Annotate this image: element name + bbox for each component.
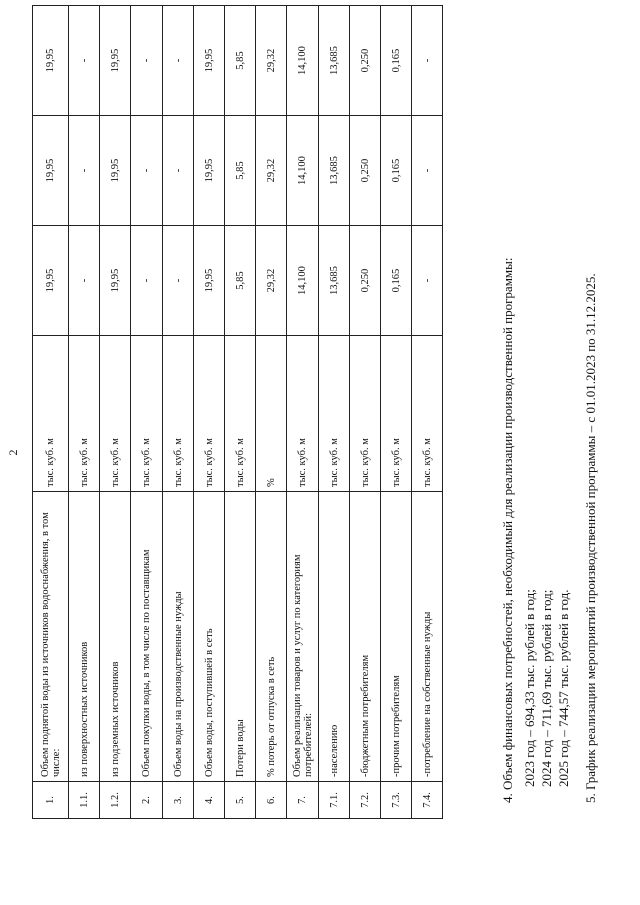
value-2025: 0,250 xyxy=(350,6,381,116)
value-2025: - xyxy=(163,6,194,116)
row-number: 5. xyxy=(225,782,256,819)
value-2023: 0,250 xyxy=(350,226,381,336)
row-name: Потери воды xyxy=(225,492,256,782)
row-number: 7. xyxy=(287,782,319,819)
value-2025: - xyxy=(131,6,163,116)
row-unit: тыс. куб. м xyxy=(194,336,225,492)
row-number: 3. xyxy=(163,782,194,819)
row-unit: тыс. куб. м xyxy=(319,336,350,492)
row-number: 7.4. xyxy=(412,782,443,819)
table-body xyxy=(33,6,443,819)
value-2023: 19,95 xyxy=(33,226,69,336)
row-name: -прочим потребителям xyxy=(381,492,412,782)
row-name: Объем покупки воды, в том числе по поставщикам xyxy=(131,492,163,782)
value-2024: - xyxy=(412,116,443,226)
table-row xyxy=(131,6,163,819)
value-2023: - xyxy=(69,226,100,336)
row-unit: тыс. куб. м xyxy=(131,336,163,492)
table-row xyxy=(412,6,443,819)
row-number: 7.2. xyxy=(350,782,381,819)
value-2024: - xyxy=(131,116,163,226)
table-row xyxy=(100,6,131,819)
row-name: из подземных источников xyxy=(100,492,131,782)
value-2025: 19,95 xyxy=(194,6,225,116)
value-2025: 29,32 xyxy=(256,6,287,116)
value-2024: 29,32 xyxy=(256,116,287,226)
row-name: -бюджетным потребителям xyxy=(350,492,381,782)
row-unit: тыс. куб. м xyxy=(69,336,100,492)
table-row xyxy=(350,6,381,819)
value-2023: 19,95 xyxy=(100,226,131,336)
table-row xyxy=(256,6,287,819)
row-name: из поверхностных источников xyxy=(69,492,100,782)
value-2023: 0,165 xyxy=(381,226,412,336)
table-row xyxy=(319,6,350,819)
value-2025: 19,95 xyxy=(100,6,131,116)
value-2024: 19,95 xyxy=(33,116,69,226)
row-unit: тыс. куб. м xyxy=(350,336,381,492)
row-unit: тыс. куб. м xyxy=(225,336,256,492)
section-5-heading: 5. График реализации мероприятий производственной программы – с 01.01.2023 по 31.12.2025. xyxy=(583,273,598,803)
table-row xyxy=(194,6,225,819)
production-program-table xyxy=(32,5,443,819)
row-unit: тыс. куб. м xyxy=(33,336,69,492)
value-2025: 14,100 xyxy=(287,6,319,116)
value-2023: - xyxy=(131,226,163,336)
row-unit: тыс. куб. м xyxy=(381,336,412,492)
page-number: 2 xyxy=(6,449,20,456)
value-2025: 5,85 xyxy=(225,6,256,116)
value-2024: 5,85 xyxy=(225,116,256,226)
value-2024: 19,95 xyxy=(100,116,131,226)
row-number: 2. xyxy=(131,782,163,819)
row-number: 7.1. xyxy=(319,782,350,819)
value-2023: 13,685 xyxy=(319,226,350,336)
row-name: Объем воды на производственные нужды xyxy=(163,492,194,782)
row-name: -потребление на собственные нужды xyxy=(412,492,443,782)
table-row xyxy=(381,6,412,819)
row-unit: тыс. куб. м xyxy=(412,336,443,492)
value-2025: 0,165 xyxy=(381,6,412,116)
row-name: Объем поднятой воды из источников водоснабжения, в том числе: xyxy=(33,492,69,782)
table-row xyxy=(33,6,69,819)
finance-2024: 2024 год – 711,69 тыс. рублей в год; xyxy=(539,589,554,787)
value-2023: 14,100 xyxy=(287,226,319,336)
row-name: Объем реализации товаров и услуг по категориям потребителей: xyxy=(287,492,319,782)
value-2023: 5,85 xyxy=(225,226,256,336)
row-unit: тыс. куб. м xyxy=(163,336,194,492)
value-2025: - xyxy=(412,6,443,116)
value-2024: 19,95 xyxy=(194,116,225,226)
value-2023: - xyxy=(163,226,194,336)
finance-2023: 2023 год – 694,33 тыс. рублей в год; xyxy=(522,589,537,787)
value-2023: - xyxy=(412,226,443,336)
value-2025: 19,95 xyxy=(33,6,69,116)
table-row xyxy=(69,6,100,819)
row-number: 1. xyxy=(33,782,69,819)
table-row xyxy=(287,6,319,819)
row-unit: тыс. куб. м xyxy=(287,336,319,492)
value-2024: 0,165 xyxy=(381,116,412,226)
row-number: 7.3. xyxy=(381,782,412,819)
row-unit: тыс. куб. м xyxy=(100,336,131,492)
row-number: 6. xyxy=(256,782,287,819)
value-2024: - xyxy=(163,116,194,226)
row-number: 1.1. xyxy=(69,782,100,819)
value-2024: 0,250 xyxy=(350,116,381,226)
value-2025: 13,685 xyxy=(319,6,350,116)
row-name: Объем воды, поступившей в сеть xyxy=(194,492,225,782)
row-name: -населению xyxy=(319,492,350,782)
section-4-heading: 4. Объем финансовых потребностей, необходимый для реализации производственной программы: xyxy=(500,257,515,803)
value-2023: 19,95 xyxy=(194,226,225,336)
value-2025: - xyxy=(69,6,100,116)
row-name: % потерь от отпуска в сеть xyxy=(256,492,287,782)
value-2024: - xyxy=(69,116,100,226)
finance-2025: 2025 год – 744,57 тыс. рублей в год. xyxy=(556,589,571,787)
value-2023: 29,32 xyxy=(256,226,287,336)
row-unit: % xyxy=(256,336,287,492)
table-row xyxy=(225,6,256,819)
value-2024: 13,685 xyxy=(319,116,350,226)
table-row xyxy=(163,6,194,819)
value-2024: 14,100 xyxy=(287,116,319,226)
row-number: 1.2. xyxy=(100,782,131,819)
row-number: 4. xyxy=(194,782,225,819)
